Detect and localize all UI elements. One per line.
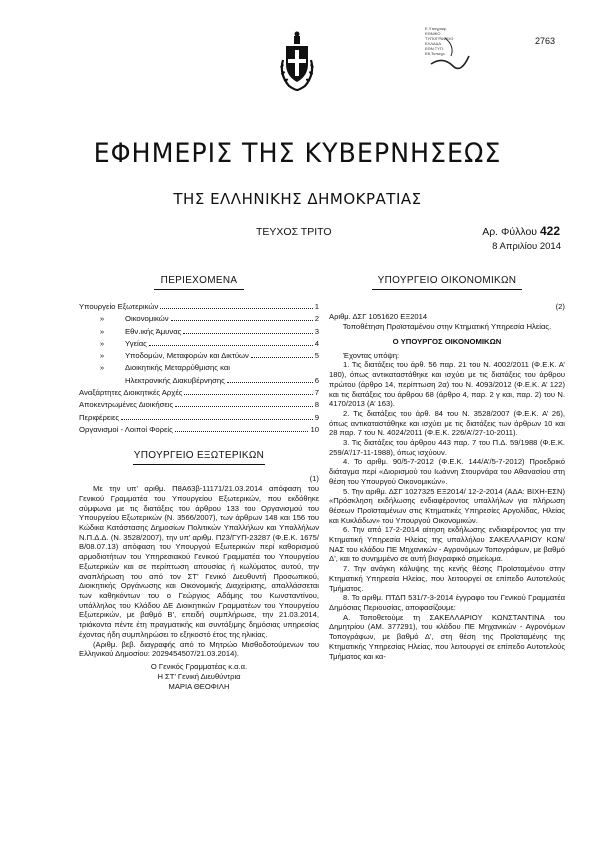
issue-date: 8 Απριλίου 2014: [492, 241, 561, 252]
ministry-foreign-heading: ΥΠΟΥΡΓΕΙΟ ΕΞΩΤΕΡΙΚΩΝ: [133, 451, 265, 465]
toc-entry: [79, 363, 319, 375]
printing-office-stamp: [425, 26, 475, 82]
signature-block: [79, 662, 319, 691]
toc-leader-dots: [227, 382, 313, 383]
toc-entry-label: Εθν.ικής Άμυνας: [125, 326, 182, 336]
decision-body: Με την υπ’ αριθμ. Π8Α63β-11171/21.03.2014 απόφαση του Γενικού Γραμματέα του Υπουργείου Εξωτερικών, που εκδόθηκε σύμφωνα με τις διατάξεις του άρθρου 133 του Οργανισμού του Υπουργείου Εξωτερικών (Ν. 3566/2007), των άρθρων 148 και 156 του Κώδικα Κατάστασης Δημοσίων Πολιτικών Υπαλλήλων και Υπαλλήλων Ν.Π.Δ.Δ. (Ν. 3528/2007), την υπ’ αριθμ. Π23/ΓΥΠ-23287 (Φ.Ε.Κ. 1675/Β/08.07.13) απόφαση του Υπουργού Εξωτερικών περί καθορισμού αρμοδιοτήτων του Υπηρεσιακού Γενικού Γραμματέα του Υπουργείου Εξωτερικών και σε περίπτωση απουσίας ή κωλύματος αυτού, την αναπλήρωση του από τον ΣΤ’ Γενικό Διευθυντή Προσωπικού, Διοικητικής Οργάνωσης και Οικονομικής Διαχείρισης, απαλλάσσεται των καθηκόντων του ο Γεώργιος Αδάμης του Κωνσταντίνου, υπάλληλος του Κλάδου ΔΕ Διοικητικών Γραμματέων του Υπουργείου Εξωτερικών, με βαθμό Β’, επειδή συμπλήρωσε, την 21.03.2014, τριάκοντα πέντε έτη πραγματικής και συντάξιμης δημόσιας υπηρεσίας έχοντας ήδη συμπληρώσει το εξηκοστό έτος της ηλικίας.: [79, 484, 319, 639]
toc-entry-label: Οικονομικών: [125, 314, 169, 324]
toc-leader-dots: [171, 320, 313, 321]
toc-entry-page: 7: [314, 388, 319, 398]
toc-entry: [79, 339, 319, 351]
left-column: [79, 258, 319, 691]
decision-paragraph: 1. Τις διατάξεις του άρθ. 56 παρ. 21 του Ν. 4002/2011 (Φ.Ε.Κ. Α’ 180), όπως αντικαταστάθηκε και ισχύει με τις διατάξεις του άρθρου πρώτου (άρθρο 14, περίπτωση 2α) του Ν. 4093/2012 (Φ.Ε.Κ. Α’ 122) και τις διατάξεις του άρθρου 68 (άρθρο 4, παρ. 2 γ και, παρ. 2) του Ν. 4170/2013 (Α’ 163).: [329, 360, 565, 409]
toc-entry: [79, 400, 319, 412]
toc-entry: [79, 413, 319, 425]
toc-leader-dots: [251, 357, 313, 358]
stamp-line: Εθ.Τυπογρ.: [425, 51, 446, 56]
toc-leader-dots: [175, 431, 309, 432]
decision-paragraph: 2. Τις διατάξεις του άρθ. 84 του Ν. 3528/2007 (Φ.Ε.Κ. Α’ 26), όπως αντικαταστάθηκε και ισχύει με τις διατάξεις των άρθρων 10 και 28 παρ. 7 του Ν. 4024/2011 (Φ.Ε.Κ. 226/Α’/27-10-2011).: [329, 408, 565, 438]
decision-paragraph: 5. Την αριθμ. ΔΣΓ 1027325 ΕΞ2014/ 12-2-2014 (ΑΔΑ: ΒΙΧΗ-ΕΣΝ) «Πρόσκληση εκδήλωσης ενδιαφέροντος υπαλλήλων για πλήρωση θέσεων Προϊσταμένων στις Κτηματικές Υπηρεσίες Αργολίδας, Ηλείας και Κυκλάδων» του Υπουργού Οικονομικών.: [329, 486, 565, 525]
toc-entry-page: 5: [314, 351, 319, 361]
toc-entry-label: Αναξάρτητες Διοικητικές Αρχές: [79, 388, 183, 398]
decision-number: (2): [555, 302, 565, 311]
gazette-title: ΕΦΗΜΕΡΙΣ ΤΗΣ ΚΥΒΕΡΝΗΣΕΩΣ: [93, 138, 502, 169]
toc-entry-label: Υποδομών, Μεταφορών και Δικτύων: [125, 351, 249, 361]
toc-entry-label: Ηλεκτρονικής Διακυβέρνησης: [125, 375, 225, 385]
toc-entry-page: 6: [314, 375, 319, 385]
toc-leader-dots: [184, 394, 312, 395]
toc-entry-page: 2: [314, 314, 319, 324]
toc-entry-label: Οργανισμοί - Λοιποί Φορείς: [79, 424, 173, 434]
toc-heading: ΠΕΡΙΕΧΟΜΕΝΑ: [154, 276, 244, 290]
toc-leader-dots: [121, 419, 313, 420]
decision-paragraph: Α. Τοποθετούμε τη ΣΑΚΕΛΛΑΡΙΟΥ ΚΩΝΣΤΑΝΤΙΝΑ του Δημητρίου (ΑΜ. 377291), του κλάδου ΠΕ Μηχανικών - Αγρονόμων Τοπογράφων, με βαθμό Δ’, στη θέση της Προϊσταμένης της Κτηματικής Υπηρεσίας Ηλείας, που λειτουργεί σε επίπεδο Αυτοτελούς Τμήματος και κα-: [329, 612, 565, 661]
stamp-text: [425, 26, 453, 56]
sheet-number-line: [482, 224, 560, 238]
decision-reference: Αριθμ. ΔΣΓ 1051620 ΕΞ2014: [329, 312, 428, 321]
toc-leader-dots: [160, 308, 313, 309]
signature-line: Ο Γενικός Γραμματέας κ.α.α.: [150, 661, 248, 671]
issue-series: ΤΕΥΧΟΣ ΤΡΙΤΟ: [256, 226, 332, 238]
toc-ditto-mark: »: [99, 314, 105, 324]
right-column: [329, 258, 565, 661]
signature-line: ΜΑΡΙΑ ΘΕΟΦΙΛΗ: [168, 681, 230, 691]
decision-paragraph: 7. Την ανάγκη κάλυψης της κενής θέσης Προϊσταμένου στην Κτηματική Υπηρεσία Ηλείας, που λειτουργεί σε επίπεδο Αυτοτελούς Τμήματος.: [329, 564, 565, 593]
toc-entry-label: Υπουργείο Εξωτερικών: [79, 302, 159, 311]
toc-entry-label: Αποκεντρωμένες Διοικήσεις: [79, 400, 174, 410]
toc-ditto-mark: »: [99, 338, 105, 348]
toc-entry-page: 1: [314, 302, 319, 311]
stamp-line: ΤΥΠΟΓΡΑΦΕΙΟ: [425, 36, 454, 41]
toc-leader-dots: [183, 333, 312, 334]
decision-number: (1): [309, 474, 319, 484]
toc-entry: [79, 302, 319, 314]
toc-entry: [79, 425, 319, 437]
toc-leader-dots: [175, 406, 313, 407]
greek-coat-of-arms-emblem: [277, 30, 317, 92]
decision-paragraph: 3. Τις διατάξεις του άρθρου 443 παρ. 7 του Π.Δ. 59/1988 (Φ.Ε.Κ. 259/Α’/17-11-1988), όπως ισχύουν.: [329, 438, 565, 457]
decision-subject: Τοποθέτηση Προϊσταμένου στην Κτηματική Υπηρεσία Ηλείας.: [342, 321, 552, 331]
decision-note: (Αριθμ. βεβ. διαγραφής από το Μητρώο Μισθοδοτούμενων του Ελληνικού Δημοσίου: 2029454507/21.03.2014).: [79, 639, 319, 659]
decision-paragraphs: [329, 360, 565, 661]
toc-ditto-mark: »: [99, 363, 105, 373]
signature-line: Η ΣΤ’ Γενική Διευθύντρια: [157, 671, 241, 681]
sheet-number: 422: [539, 224, 560, 238]
toc-entry-page: 9: [314, 412, 319, 422]
decision-paragraph: 4. Το αριθμ. 90/5-7-2012 (Φ.Ε.Κ. 144/Α’/5-7-2012) Προεδρικό διάταγμα περί «Διορισμού του Ιωάννη Στουρνάρα του Αθανασίου στη θέση του Υπουργού Οικονομικών».: [329, 457, 565, 486]
toc-entry: [79, 376, 319, 388]
toc-entry-label: Περιφέρειες: [79, 412, 120, 422]
page-number: 2763: [534, 36, 555, 46]
table-of-contents: [79, 302, 319, 437]
sheet-label: Αρ. Φύλλου: [482, 226, 538, 238]
toc-ditto-mark: »: [99, 351, 105, 361]
toc-entry-page: 4: [314, 338, 319, 348]
stamp-line: ΕΘΝΙΚΟ: [425, 31, 441, 36]
stamp-line: Ε.Υπογραφ.: [425, 26, 447, 31]
toc-entry-page: 3: [314, 326, 319, 336]
toc-entry: [79, 314, 319, 326]
ministry-finance-heading: ΥΠΟΥΡΓΕΙΟ ΟΙΚΟΝΟΜΙΚΩΝ: [372, 276, 522, 290]
toc-ditto-mark: »: [99, 326, 105, 336]
decision-paragraph: 6. Την από 17-2-2014 αίτηση εκδήλωσης ενδιαφέροντος για την Κτηματική Υπηρεσία Ηλείας της υπαλλήλου ΣΑΚΕΛΛΑΡΙΟΥ ΚΩΝ/ΝΑΣ του κλάδου ΠΕ Μηχανικών - Αγρονόμων Τοπογράφων, με βαθμό Δ’, και το συνημμένο σε αυτή βιογραφικό σημείωμα.: [329, 525, 565, 564]
toc-entry-page: 8: [314, 400, 319, 410]
toc-entry-label: Υγείας: [125, 338, 147, 348]
toc-entry-page: 10: [310, 424, 319, 434]
toc-entry: [79, 388, 319, 400]
decision-intro: Έχοντας υπόψη:: [343, 350, 400, 360]
gazette-subtitle: ΤΗΣ ΕΛΛΗΝΙΚΗΣ ΔΗΜΟΚΡΑΤΙΑΣ: [173, 190, 422, 208]
stamp-line: ΕΘΝ.ΤΥΠ.: [425, 46, 444, 51]
decision-authority: Ο ΥΠΟΥΡΓΟΣ ΟΙΚΟΝΟΜΙΚΩΝ: [392, 336, 502, 346]
toc-entry-label: Διοικητικής Μεταρρύθμισης και: [125, 363, 230, 373]
decision-paragraph: 8. Το αριθμ. ΠΤΔΠ 531/7-3-2014 έγγραφο του Γενικού Γραμματέα Δημόσιας Περιουσίας, αποφασίζουμε:: [329, 593, 565, 612]
toc-entry: [79, 351, 319, 363]
toc-leader-dots: [149, 345, 313, 346]
stamp-line: ΕΛΛΑΔΑ: [425, 41, 442, 46]
toc-entry: [79, 327, 319, 339]
